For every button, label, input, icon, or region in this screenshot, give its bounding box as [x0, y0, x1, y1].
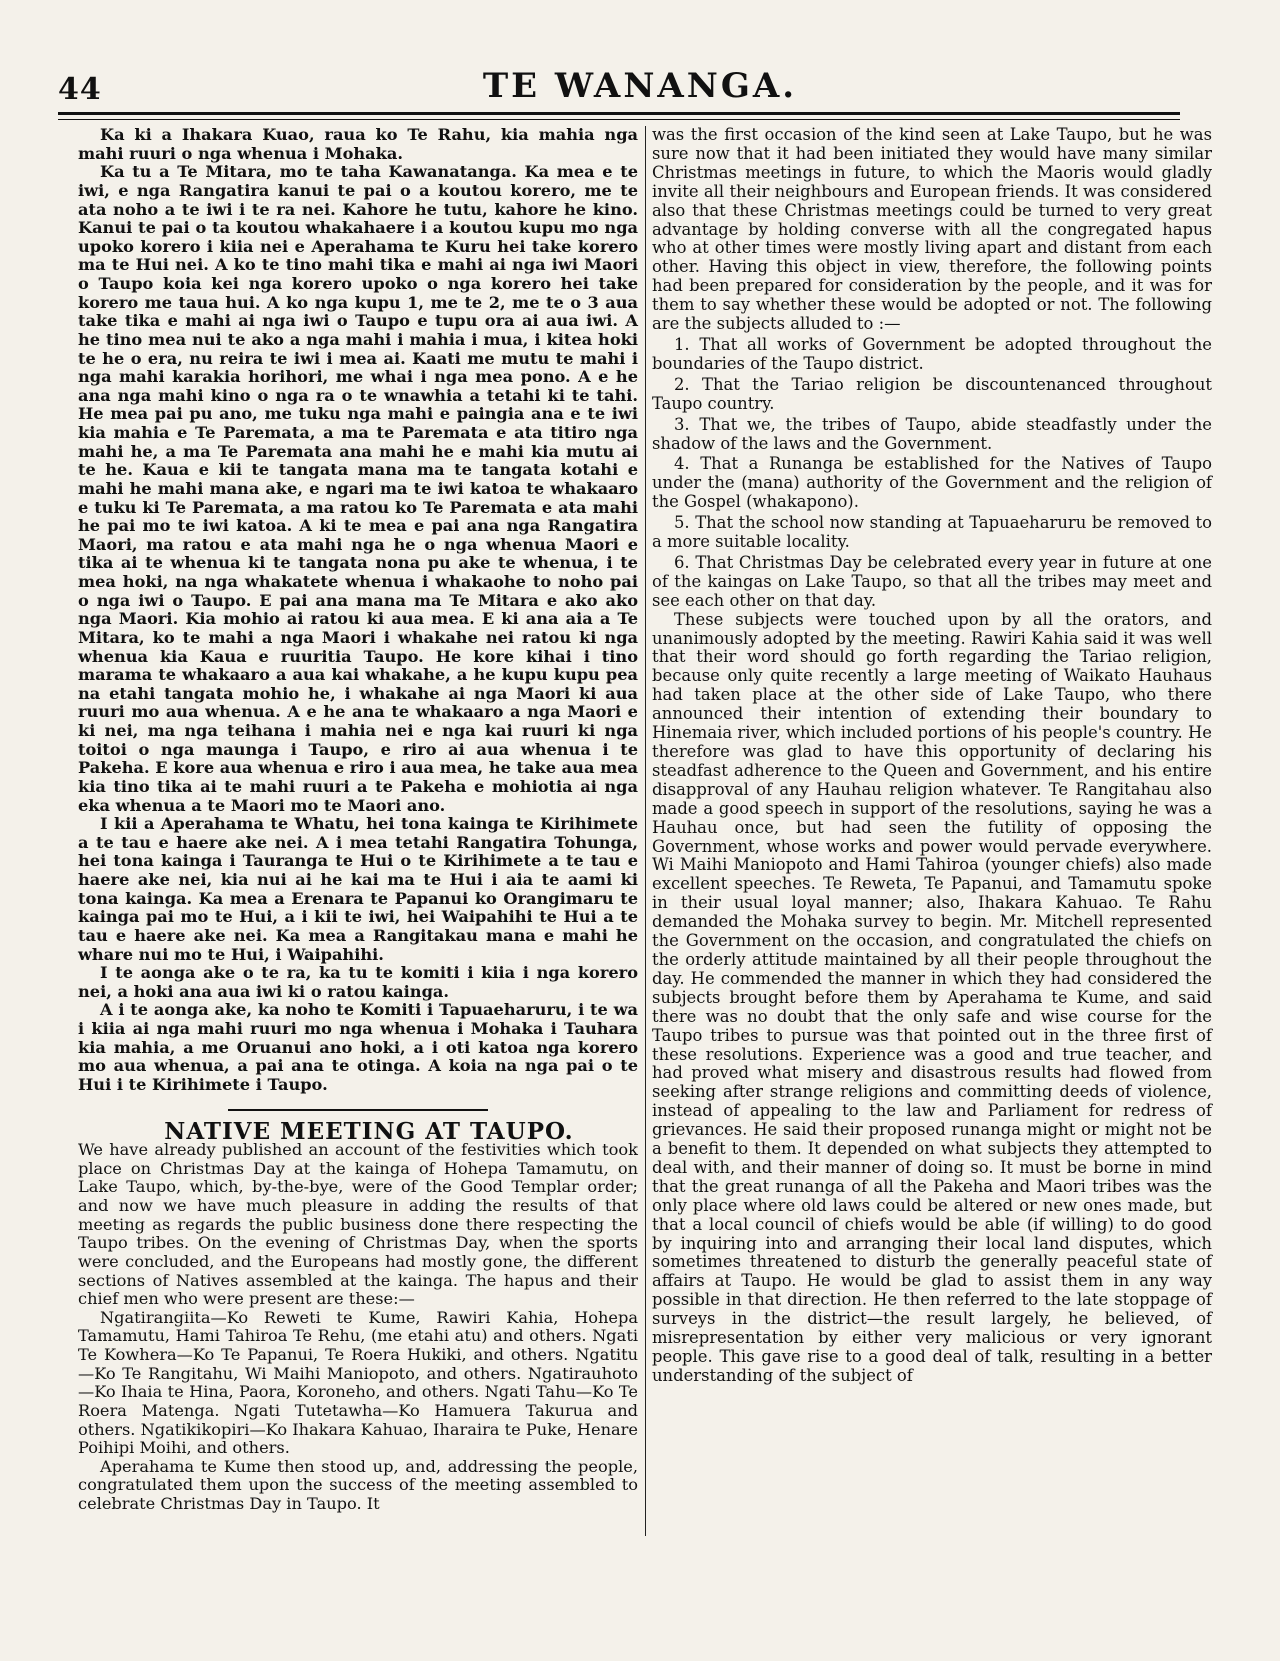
left-column — [78, 126, 638, 1514]
maori-paragraph: Ka tu a Te Mitara, mo te taha Kawanatanga. Ka mea e te iwi, e nga Rangatira kanui te pai o a koutou korero, me te ata noho a te iwi i te ra nei. Kahore he tutu, kahore he kino. Kanui te pai o ta koutou whakahaere i a koutou kupu mo nga upoko korero i kiia nei e Aperahama te Kuru hei take korero ma te Hui nei. A ko te tino mahi tika e mahi ai nga iwi Maori o Taupo koia kei nga korero upoko o nga korero hei take korero me taua hui. A ko nga kupu 1, me te 2, me te o 3 aua take tika e mahi ai nga iwi o Taupo e tupu ora ai aua iwi. A he tino mea nui te ako a nga mahi i mahia i mua, i kitea hoki te he o era, nu reira te iwi i mea ai. Kaati me mutu te mahi i nga mahi karakia horihori, me whai i nga mea pono. A e he ana nga mahi kino o nga ra o te wnawhia a tetahi ki te tahi. He mea pai pu ano, me tuku nga mahi e paingia ana e te iwi kia mahia e Te Paremata, a ma te Paremata e ata titiro nga mahi he, a ma Te Paremata ana mahi he e mahi kia mutu ai te he. Kaua e kii te tangata mana ma te tangata kotahi e mahi he mahi mana ake, e ngari ma te iwi katoa te whakaaro e tuku ki Te Paremata, a ma ratou ko Te Paremata e ata mahi he pai mo te iwi katoa. A ki te mea e pai ana nga Rangatira Maori, ma ratou e ata mahi nga he o nga whenua Maori e tika ai te whenua ki te tangata nona pu ake te whenua, i te mea hoki, na nga whakatete whenua i whakaohe to noho pai o nga iwi o Taupo. E pai ana mana ma Te Mitara e ako ako nga Maori. Kia mohio ai ratou ki aua mea. E ki ana aia a Te Mitara, ko te mahi a nga Maori i whakahe nei ratou ki nga whenua kia Kaua e ruuritia Taupo. He kore kihai i tino marama te whakaaro a aua kai whakahe, a he kupu kupu pea na etahi tangata mohio he, i whakahe ai nga Maori ki aua ruuri mo aua whenua. A e he ana te whakaaro a nga Maori e ki nei, ma nga teihana i mahia nei e nga kai ruuri ki nga toitoi o nga maunga i Taupo, e riro ai aua whenua i te Pakeha. E kore aua whenua e riro i aua mea, he take aua mea kia tino tika ai te mahi ruuri a te Pakeha e mohiotia ai nga eka whenua a te Maori mo te Maori ano. — [78, 162, 638, 815]
resolution-item: 1. That all works of Government be adopted throughout the boundaries of the Taupo district. — [652, 334, 1212, 373]
masthead-title: TE WANANGA. — [482, 66, 798, 106]
resolution-item: 6. That Christmas Day be celebrated every year in future at one of the kaingas on Lake Taupo, so that all the tribes may meet and see each other on that day. — [652, 552, 1212, 610]
article-paragraph: was the first occasion of the kind seen at Lake Taupo, but he was sure now that it had been initiated they would have many similar Christmas meetings in future, to which the Maoris would gladly invite all their neighbours and European friends. It was considered also that these Christmas meetings could be turned to very great advantage by holding converse with all the congregated hapus who at other times were mostly living apart and distant from each other. Having this object in view, therefore, the following points had been prepared for consideration by the people, and it was for them to say whether these would be adopted or not. The following are the subjects alluded to :— — [652, 125, 1212, 334]
article-paragraph: These subjects were touched upon by all the orators, and unanimously adopted by the meeting. Rawiri Kahia said it was well that their word should go forth regarding the Tariao religion, because only quite recently a large meeting of Waikato Hauhaus had taken place at the other side of Lake Taupo, who there announced their intention of extending their boundary to Hinemaia river, which included portions of his people's country. He therefore was glad to have this opportunity of declaring his steadfast adherence to the Queen and Government, and his entire disapproval of any Hauhau religion whatever. Te Rangitahau also made a good speech in support of the resolutions, saying he was a Hauhau once, but had seen the futility of opposing the Government, whose works and power would pervade everywhere. Wi Maihi Maniopoto and Hami Tahiroa (younger chiefs) also made excellent speeches. Te Reweta, Te Papanui, and Tamamutu spoke in their usual loyal manner; also, Ihakara Kahuao. Te Rahu demanded the Mohaka survey to begin. Mr. Mitchell represented the Government on the occasion, and congratulated the chiefs on the orderly attitude maintained by all their people throughout the day. He commended the manner in which they had considered the subjects brought before them by Aperahama te Kume, and said there was no doubt that the only safe and wise course for the Taupo tribes to pursue was that pointed out in the three first of these resolutions. Experience was a good and true teacher, and had proved what misery and disastrous results had flowed from seeking after strange religions and committing deeds of violence, instead of appealing to the law and Parliament for redress of grievances. He said their proposed runanga might or might not be a benefit to them. It depended on what subjects they attempted to deal with, and their manner of doing so. It must be borne in mind that the great runanga of all the Pakeha and Maori tribes was the only place where old laws could be altered or new ones made, but that a local council of chiefs would be able (if willing) to do good by inquiring into and arranging their local land disputes, which sometimes threatened to disturb the generally peaceful state of affairs at Taupo. He would be glad to assist them in any way possible in that direction. He then referred to the late stoppage of surveys in the district—the result largely, he believed, of misrepresentation by either very malicious or very ignorant people. This gave rise to a good deal of talk, resulting in a better understanding of the subject of — [652, 609, 1212, 1385]
maori-paragraph: I kii a Aperahama te Whatu, hei tona kainga te Kirihimete a te tau e haere ake nei. A i mea tetahi Rangatira Tohunga, hei tona kainga i Tauranga te Hui o te Kirihimete a te tau e haere ake nei, kia nui ai he kai ma te Hui i aia te aami ki tona kainga. Ka mea a Erenara te Papanui ko Orangimaru te kainga pai mo te Hui, a i kii te iwi, hei Waipahihi te Hui a te tau e haere ake nei. Ka mea a Rangitakau mana e mahi he whare nui mo te Hui, i Waipahihi. — [78, 814, 638, 964]
maori-paragraph: I te aonga ake o te ra, ka tu te komiti i kiia i nga korero nei, a hoki ana aua iwi ki o ratou kainga. — [78, 963, 638, 1001]
resolution-item: 4. That a Runanga be established for the Natives of Taupo under the (mana) authority of the Government and the religion of the Gospel (whakapono). — [652, 454, 1212, 512]
page-number: 44 — [58, 72, 102, 107]
resolution-item: 3. That we, the tribes of Taupo, abide steadfastly under the shadow of the laws and the Government. — [652, 414, 1212, 453]
section-divider — [228, 1109, 488, 1111]
article-heading: NATIVE MEETING AT TAUPO. — [164, 1117, 574, 1145]
header-rule — [58, 112, 1180, 120]
column-divider — [645, 126, 646, 1536]
article-paragraph: Aperahama te Kume then stood up, and, addressing the people, congratulated them upon the success of the meeting assembled to celebrate Christmas Day in Taupo. It — [78, 1456, 638, 1513]
right-column — [652, 126, 1212, 1386]
maori-paragraph: Ka ki a Ihakara Kuao, raua ko Te Rahu, kia mahia nga mahi ruuri o nga whenua i Mohaka. — [78, 125, 638, 163]
resolution-item: 2. That the Tariao religion be discountenanced throughout Taupo country. — [652, 374, 1212, 413]
article-paragraph: We have already published an account of the festivities which took place on Christmas Day at the kainga of Hohepa Tamamutu, on Lake Taupo, which, by-the-bye, were of the Good Templar order; and now we have much pleasure in adding the results of that meeting as regards the public business done there respecting the Taupo tribes. On the evening of Christmas Day, when the sports were concluded, and the Europeans had mostly gone, the different sections of Natives assembled at the kainga. The hapus and their chief men who were present are these:— — [78, 1140, 638, 1309]
maori-paragraph: A i te aonga ake, ka noho te Komiti i Tapuaeharuru, i te wa i kiia ai nga mahi ruuri mo nga whenua i Mohaka i Tauhara kia mahia, a me Oruanui ano hoki, a i oti katoa nga korero mo aua whenua, a pai ana te otinga. A koia na nga pai o te Hui i te Kirihimete i Taupo. — [78, 1000, 638, 1094]
article-paragraph: Ngatirangiita—Ko Reweti te Kume, Rawiri Kahia, Hohepa Tamamutu, Hami Tahiroa Te Rehu, (me etahi atu) and others. Ngati Te Kowhera—Ko Te Papanui, Te Roera Hukiki, and others. Ngatitu—Ko Te Rangitahu, Wi Maihi Maniopoto, and others. Ngatirauhoto—Ko Ihaia te Hina, Paora, Koroneho, and others. Ngati Tahu—Ko Te Roera Matenga. Ngati Tutetawha—Ko Hamuera Takurua and others. Ngatikikopiri—Ko Ihakara Kahuao, Iharaira te Puke, Henare Poihipi Moihi, and others. — [78, 1307, 638, 1458]
resolution-item: 5. That the school now standing at Tapuaeharuru be removed to a more suitable locality. — [652, 513, 1212, 552]
